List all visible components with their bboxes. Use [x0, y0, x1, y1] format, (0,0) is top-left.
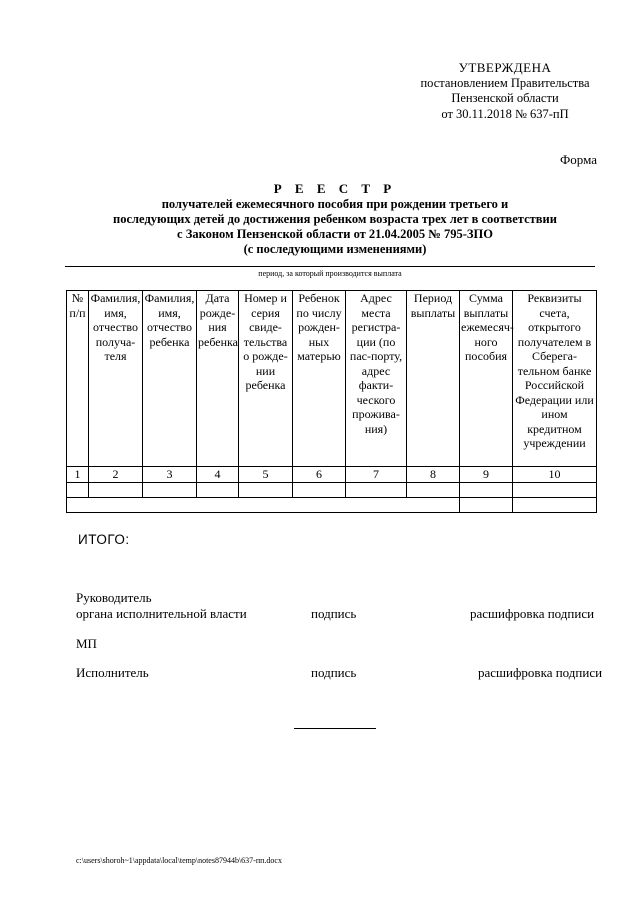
column-number: 5: [239, 467, 293, 483]
approval-date: от 30.11.2018 № 637-пП: [441, 106, 569, 121]
header-cell: Дата рожде-ния ребенка: [197, 291, 239, 467]
end-rule: [294, 728, 376, 729]
table-cell: [197, 482, 239, 497]
approval-line: постановлением Правительства: [420, 75, 590, 90]
header-cell: Фамилия, имя, отчество ребенка: [143, 291, 197, 467]
title-line: последующих детей до достижения ребенком возраста трех лет в соответствии: [113, 212, 557, 226]
period-caption: период, за который производится выплата: [258, 269, 402, 278]
table-cell: [407, 482, 460, 497]
decoding-label: расшифровка подписи: [470, 606, 595, 621]
signature-label: подпись: [311, 665, 357, 680]
head-organ-label: органа исполнительной власти: [76, 606, 247, 621]
header-cell: Период выплаты: [407, 291, 460, 467]
table-cell: [346, 482, 407, 497]
column-number: 6: [293, 467, 346, 483]
table-cell: [239, 482, 293, 497]
header-cell: Ребенок по числу рожден-ных матерью: [293, 291, 346, 467]
total-label: ИТОГО:: [78, 532, 130, 547]
head-label: Руководитель: [76, 590, 152, 605]
document-title: [65, 181, 605, 257]
column-number: 1: [67, 467, 89, 483]
header-cell: Фамилия, имя, отчество получа-теля: [89, 291, 143, 467]
column-number-row: [67, 467, 597, 483]
table-row: [67, 482, 597, 497]
header-cell: Реквизиты счета, открытого получателем в Сберега-тельном банке Российской Федерации или ином кредитном учреждении: [513, 291, 597, 467]
title-reestr: Р Е Е С Т Р: [273, 181, 397, 196]
approval-block: [400, 60, 610, 122]
header-cell: Номер и серия свиде-тельства о рожде-нии ребенка: [239, 291, 293, 467]
column-number: 10: [513, 467, 597, 483]
column-number: 2: [89, 467, 143, 483]
period-underline: [65, 266, 595, 267]
header-row: [67, 291, 597, 467]
executor-label: Исполнитель: [76, 665, 149, 680]
table-cell: [513, 497, 597, 512]
table-cell: [67, 482, 89, 497]
register-table: [66, 290, 597, 513]
header-cell: № п/п: [67, 291, 89, 467]
column-number: 8: [407, 467, 460, 483]
file-path: c:\users\shoroh~1\appdata\local\temp\notes87944b\637-пп.docx: [76, 856, 282, 865]
table-cell: [143, 482, 197, 497]
column-number: 7: [346, 467, 407, 483]
table-cell: [89, 482, 143, 497]
approval-title: УТВЕРЖДЕНА: [458, 60, 552, 75]
form-label: Форма: [560, 152, 597, 167]
total-row: [67, 497, 597, 512]
table-cell: [513, 482, 597, 497]
title-line: получателей ежемесячного пособия при рождении третьего и: [161, 197, 509, 211]
column-number: 9: [460, 467, 513, 483]
table-cell: [460, 497, 513, 512]
header-cell: Адрес места регистра-ции (по пас-порту, адрес факти-ческого прожива-ния): [346, 291, 407, 467]
column-number: 4: [197, 467, 239, 483]
signature-label: подпись: [311, 606, 357, 621]
seal-label: МП: [76, 636, 97, 651]
decoding-label: расшифровка подписи: [478, 665, 603, 680]
approval-line: Пензенской области: [451, 91, 559, 105]
table-cell: [293, 482, 346, 497]
column-number: 3: [143, 467, 197, 483]
table-cell: [460, 482, 513, 497]
title-line: (с последующими изменениями): [243, 242, 427, 256]
table-cell: [67, 497, 460, 512]
title-line: с Законом Пензенской области от 21.04.2005 № 795-ЗПО: [177, 227, 493, 241]
header-cell: Сумма выплаты ежемесяч-ного пособия: [460, 291, 513, 467]
